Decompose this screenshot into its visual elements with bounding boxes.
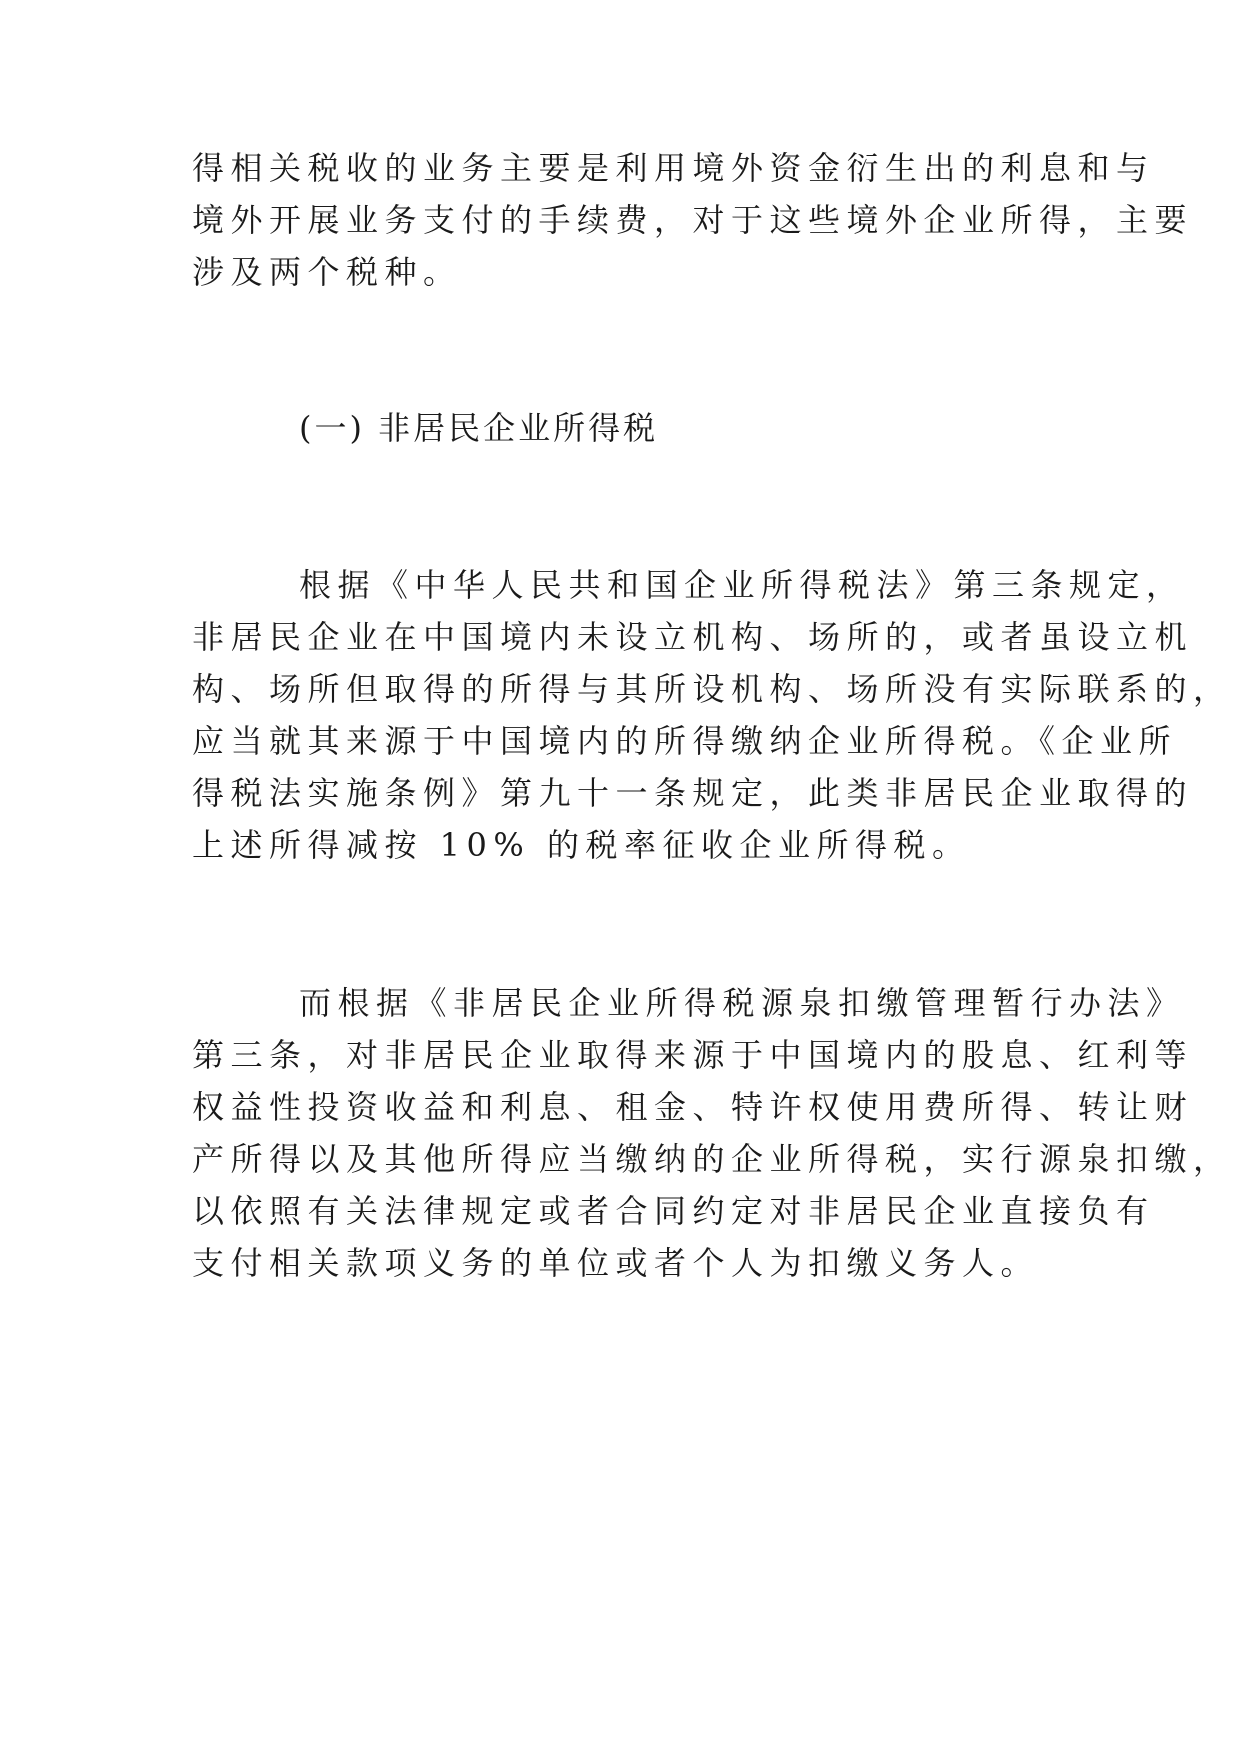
- text-line: 应当就其来源于中国境内的所得缴纳企业所得税。《企业所: [192, 722, 1178, 760]
- text-line: 上述所得减按 10% 的税率征收企业所得税。: [192, 826, 971, 864]
- text-line: 涉及两个税种。: [192, 253, 462, 291]
- text-line: 根据《中华人民共和国企业所得税法》第三条规定，: [299, 566, 1185, 604]
- text-line: 支付相关款项义务的单位或者个人为扣缴义务人。: [192, 1244, 1040, 1282]
- text-line: 境外开展业务支付的手续费，对于这些境外企业所得，主要: [192, 201, 1194, 239]
- text-line: 权益性投资收益和利息、租金、特许权使用费所得、转让财: [192, 1088, 1194, 1126]
- text-line: 第三条，对非居民企业取得来源于中国境内的股息、红利等: [192, 1036, 1194, 1074]
- text-line: 而根据《非居民企业所得税源泉扣缴管理暂行办法》: [299, 984, 1185, 1022]
- text-line: 得税法实施条例》第九十一条规定，此类非居民企业取得的: [192, 774, 1194, 812]
- section-heading: (一) 非居民企业所得税: [299, 409, 659, 447]
- text-line: 非居民企业在中国境内未设立机构、场所的，或者虽设立机: [192, 618, 1194, 656]
- text-line: 产所得以及其他所得应当缴纳的企业所得税，实行源泉扣缴，: [192, 1140, 1232, 1178]
- text-line: 得相关税收的业务主要是利用境外资金衍生出的利息和与: [192, 149, 1155, 187]
- text-line: 以依照有关法律规定或者合同约定对非居民企业直接负有: [192, 1192, 1155, 1230]
- text-line: 构、场所但取得的所得与其所设机构、场所没有实际联系的，: [192, 670, 1232, 708]
